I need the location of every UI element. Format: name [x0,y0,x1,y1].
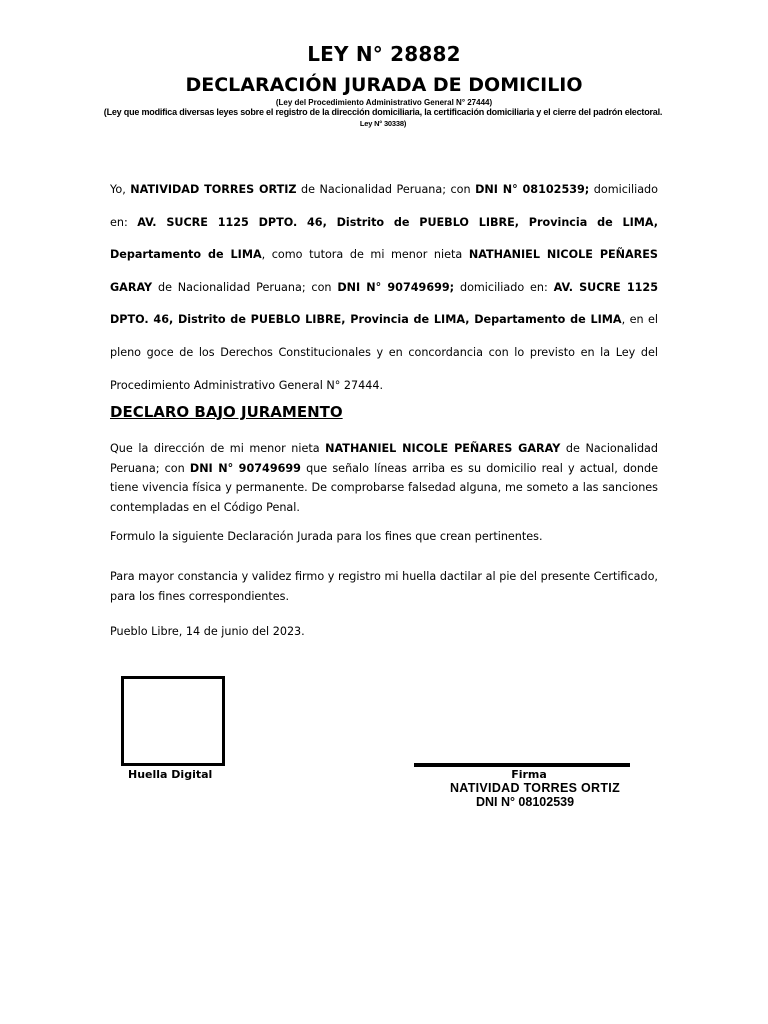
signer-name: NATIVIDAD TORRES ORTIZ [449,781,621,795]
text: que señalo líneas arriba es su domicilio real y actual, donde tiene vivencia física y permanente. De comprobarse falsedad alguna, me someto a las sanciones contempladas en el Código Penal. [110,461,658,514]
fingerprint-box [121,676,225,766]
minor-dni: DNI N° 90749699 [189,461,301,475]
text: de Nacionalidad Peruana; con [110,442,659,475]
text: , en el pleno goce de los Derechos Constitucionales y en concordancia con lo previsto en la Ley del Procedimiento Administrativo General N° 27444. [110,313,658,392]
law-subtitle: (Ley del Procedimiento Administrativo General N° 27444) [275,98,493,107]
text: Que la dirección de mi menor nieta [110,442,326,455]
declaration-title: DECLARACIÓN JURADA DE DOMICILIO [185,74,583,96]
constancy-paragraph: Para mayor constancia y validez firmo y registro mi huella dactilar al pie del presente Certificado, para los fines correspondientes. [110,570,658,603]
text: de Nacionalidad Peruana; con [296,183,476,196]
minor-address: AV. SUCRE 1125 DPTO. 46, Distrito de PUEBLO LIBRE, Provincia de LIMA, Departamento de LIMA [110,280,658,327]
text: de Nacionalidad Peruana; con [152,280,338,294]
minor-name: NATHANIEL NICOLE PEÑARES GARAY [110,248,658,294]
text: domiciliado en: [110,183,659,229]
text: , como tutora de mi menor nieta [261,248,469,262]
declarant-address: AV. SUCRE 1125 DPTO. 46, Distrito de PUEBLO LIBRE, Provincia de LIMA, Departamento de LIMA [110,215,658,262]
law-description-main: (Ley que modifica diversas leyes sobre el registro de la dirección domiciliaria, la certificación domiciliaria y el cierre del padrón electoral. [103,107,663,117]
declaration-paragraph [110,439,658,517]
declarant-paragraph [110,174,658,402]
fingerprint-label: Huella Digital [128,768,213,781]
text: Yo, [110,183,131,196]
place-date: Pueblo Libre, 14 de junio del 2023. [110,625,305,638]
minor-name: NATHANIEL NICOLE PEÑARES GARAY [325,442,561,455]
law-description [100,107,666,129]
signature-line [414,763,630,767]
declarant-name: NATIVIDAD TORRES ORTIZ [130,183,297,196]
minor-dni: DNI N° 90749699; [337,280,455,294]
declaro-heading: DECLARO BAJO JURAMENTO [110,403,343,421]
law-description-ref: Ley N° 30338) [359,119,407,128]
text: domiciliado en: [454,280,554,294]
law-number-title: LEY N° 28882 [307,42,461,66]
signer-dni: DNI N° 08102539 [475,795,575,809]
purpose-paragraph: Formulo la siguiente Declaración Jurada para los fines que crean pertinentes. [110,530,543,543]
declarant-dni: DNI N° 08102539; [475,183,590,196]
signature-label: Firma [511,768,547,781]
